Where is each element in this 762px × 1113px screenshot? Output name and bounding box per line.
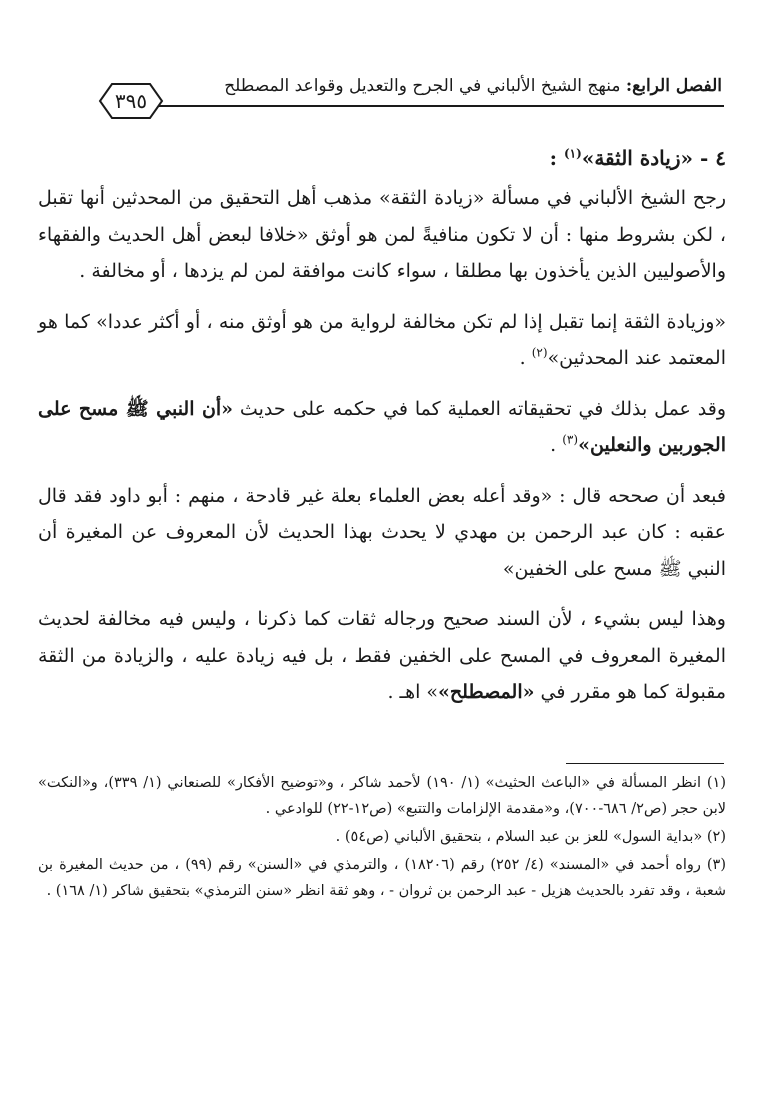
section-title: «زيادة الثقة» — [581, 146, 694, 170]
paragraph-3-end: . — [550, 434, 563, 456]
paragraph-5-text: وهذا ليس بشيء ، لأن السند صحيح ورجاله ثقات كما ذكرنا ، وليس فيه مخالفة لحديث المغيرة المعروف في المسح على الخفين فقط ، بل فيه زيادة عليه ، والزيادة من الثقة مقبولة كما هو مقرر في — [38, 608, 726, 703]
heading-colon: : — [549, 146, 564, 170]
hadith-quote: «أن النبي ﷺ مسح على الجوربين والنعلين» — [38, 397, 726, 456]
chapter-label: الفصل الرابع: — [625, 76, 722, 96]
footnote-ref-3[interactable]: (٣) — [562, 432, 579, 447]
paragraph-5 — [38, 601, 726, 711]
paragraph-3-text: وقد عمل بذلك في تحقيقاته العملية كما في حكمه على حديث — [233, 397, 726, 420]
paragraph-3 — [38, 391, 726, 464]
main-text — [38, 140, 726, 725]
footnote-ref-1[interactable]: (١) — [563, 146, 582, 161]
paragraph-5-end: » اهـ . — [387, 681, 439, 703]
paragraph-2-text: «وزيادة الثقة إنما تقبل إذا لم تكن مخالفة لرواية من هو أوثق منه ، أو أكثر عددا» كما هو المعتمد عند المحدثين» — [38, 310, 726, 369]
chapter-subtitle: منهج الشيخ الألباني في الجرح والتعديل وقواعد المصطلح — [224, 76, 621, 96]
footnote-2: (٢) «بداية السول» للعز بن عبد السلام ، بتحقيق الألباني (ص٥٤) . — [335, 829, 726, 845]
header-rule — [150, 105, 724, 107]
running-header — [162, 74, 722, 98]
footnote-ref-2[interactable]: (٢) — [531, 345, 548, 360]
footnote-1: (١) انظر المسألة في «الباعث الحثيث» (١/ ١٩٠) لأحمد شاكر ، و«توضيح الأفكار» للصنعاني (١/ ٣٣٩)، و«النكت» لابن حجر (ص٢/ ٦٨٦-٧٠٠)، و«مقدمة الإلزامات والتتبع» (ص١٢-٢٢) للوادعي . — [38, 775, 726, 817]
footnote-3: (٣) رواه أحمد في «المسند» (٤/ ٢٥٢) رقم (١٨٢٠٦) ، والترمذي في «السنن» رقم (٩٩) ، من حديث المغيرة بن شعبة ، وقد تفرد بالحديث هزيل - عبد الرحمن بن ثروان - ، وهو ثقة انظر «سنن الترمذي» بتحقيق شاكر (١/ ١٦٨) . — [38, 857, 726, 899]
mustalah-term: «المصطلح» — [438, 681, 535, 703]
paragraph-2-end: . — [519, 347, 532, 369]
footnotes — [38, 770, 726, 906]
paragraph-4: فبعد أن صححه قال : «وقد أعله بعض العلماء بعلة غير قادحة ، منهم : أبو داود فقد قال عقبه : كان عبد الرحمن بن مهدي لا يحدث بهذا الحديث لأن المعروف عن المغيرة أن النبي ﷺ مسح على الخفين» — [38, 484, 726, 580]
paragraph-2 — [38, 304, 726, 377]
page-number-badge — [98, 82, 164, 120]
footnote-rule — [566, 763, 724, 764]
paragraph-1: رجح الشيخ الألباني في مسألة «زيادة الثقة» مذهب أهل التحقيق من المحدثين أنها تقبل ، لكن بشروط منها : أن لا تكون منافيةً لمن هو أوثق «خلافا لبعض أهل الحديث والفقهاء والأصوليين الذين يأخذون بها مطلقا ، سواء كانت موافقة لمن لم يزدها ، أو مخالفة . — [38, 187, 726, 282]
section-heading — [38, 140, 726, 176]
page-number: ٣٩٥ — [114, 89, 148, 113]
section-number: ٤ - — [693, 146, 726, 170]
